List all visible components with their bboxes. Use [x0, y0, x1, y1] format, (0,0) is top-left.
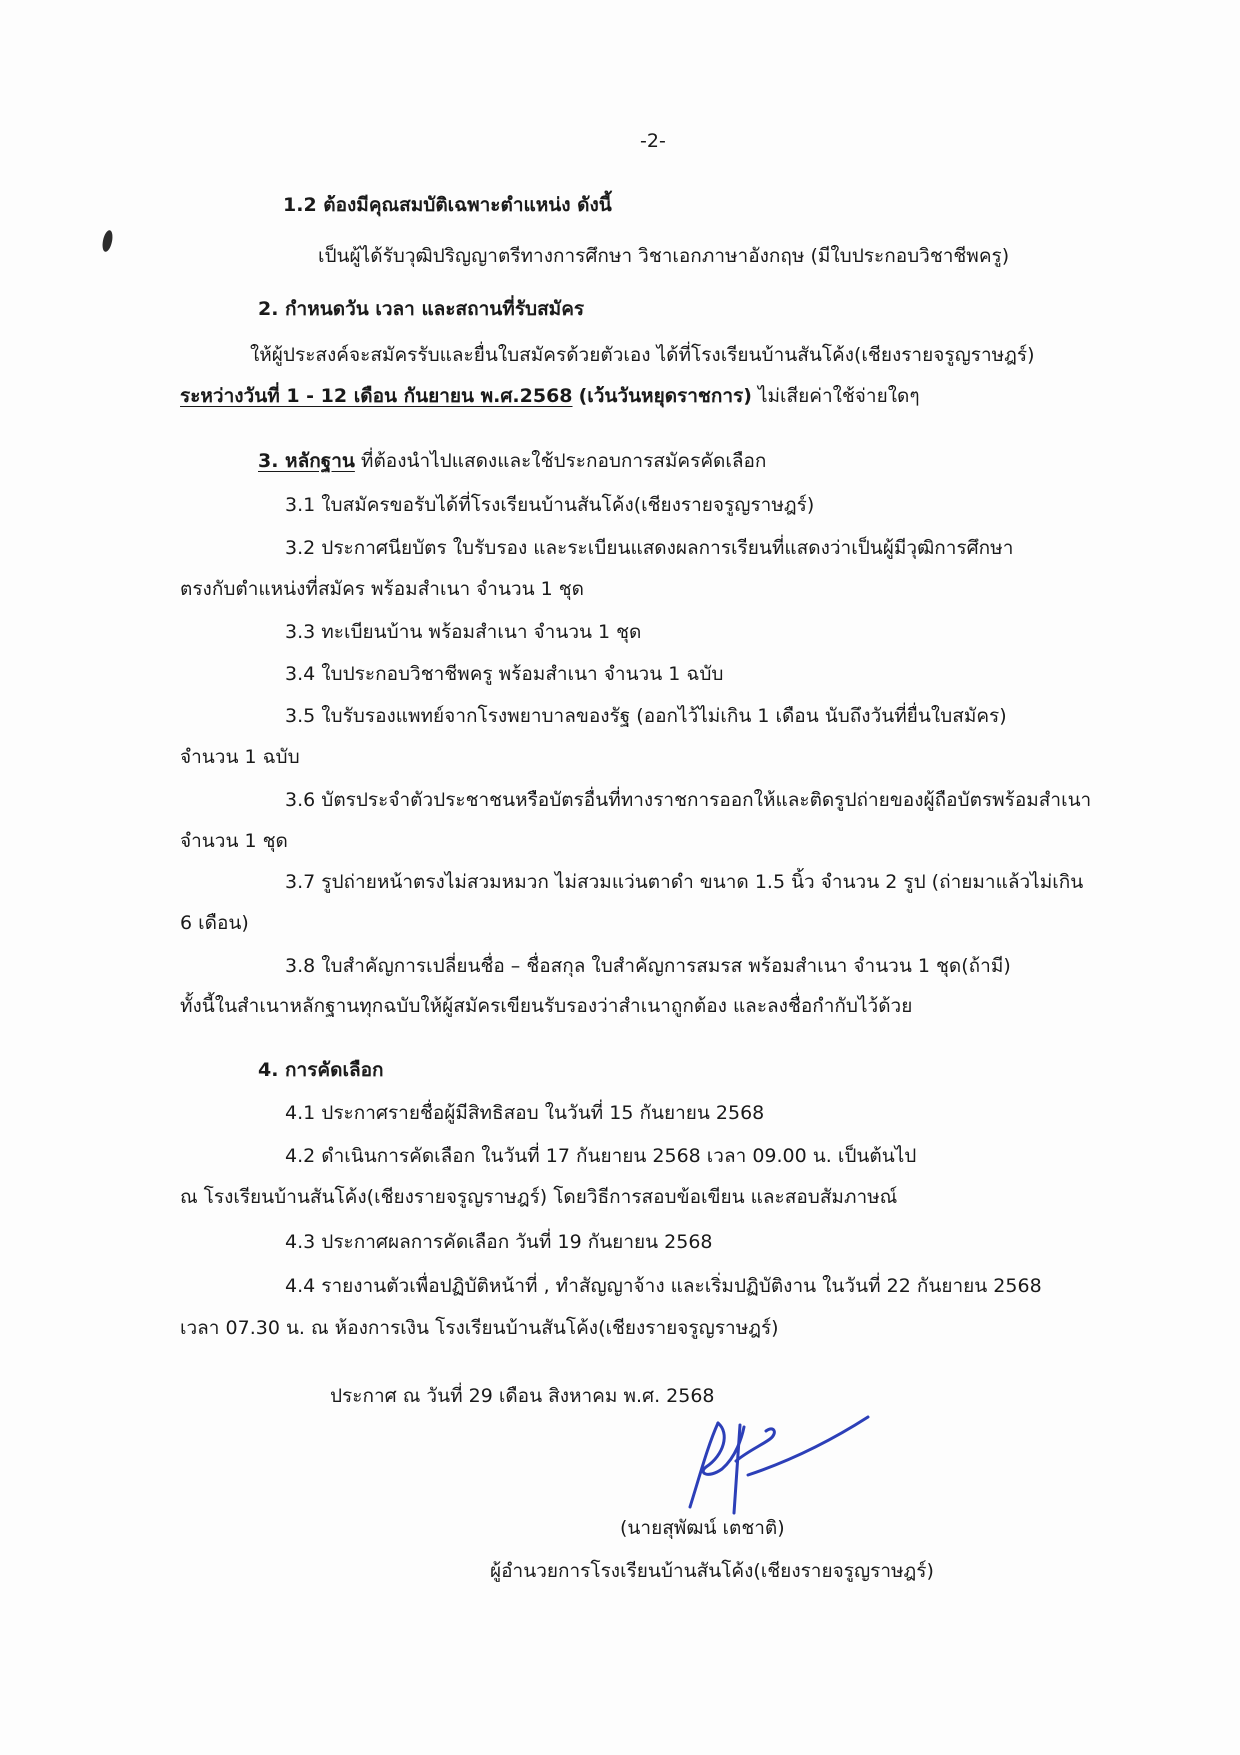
list-item: 4.3 ประกาศผลการคัดเลือก วันที่ 19 กันยายน 2568 [285, 1231, 713, 1253]
list-item: 3.3 ทะเบียนบ้าน พร้อมสำเนา จำนวน 1 ชุด [285, 621, 642, 643]
list-item: 3.5 ใบรับรองแพทย์จากโรงพยาบาลของรัฐ (ออกไว้ไม่เกิน 1 เดือน นับถึงวันที่ยื่นใบสมัคร) [285, 705, 1007, 727]
list-item: ทั้งนี้ในสำเนาหลักฐานทุกฉบับให้ผู้สมัครเขียนรับรองว่าสำเนาถูกต้อง และลงชื่อกำกับไว้ด้วย [180, 995, 913, 1017]
application-date-range: ระหว่างวันที่ 1 - 12 เดือน กันยายน พ.ศ.2568 [180, 385, 573, 407]
list-item: เวลา 07.30 น. ณ ห้องการเงิน โรงเรียนบ้านสันโค้ง(เชียงรายจรูญราษฎร์) [180, 1317, 779, 1339]
except-holidays: (เว้นวันหยุดราชการ) [578, 385, 752, 407]
page-number: -2- [640, 130, 666, 152]
list-item: 3.1 ใบสมัครขอรับได้ที่โรงเรียนบ้านสันโค้ง(เชียงรายจรูญราษฎร์) [285, 494, 815, 516]
section-3-heading-bold: 3. หลักฐาน [258, 450, 355, 472]
section-2-line2 [180, 383, 920, 409]
list-item: 4.4 รายงานตัวเพื่อปฏิบัติหน้าที่ , ทำสัญญาจ้าง และเริ่มปฏิบัติงาน ในวันที่ 22 กันยายน 2568 [285, 1275, 1042, 1297]
section-3-heading [258, 448, 766, 474]
list-item: 3.6 บัตรประจำตัวประชาชนหรือบัตรอื่นที่ทางราชการออกให้และติดรูปถ่ายของผู้ถือบัตรพร้อมสำเนา [285, 789, 1092, 811]
announcement-date: ประกาศ ณ วันที่ 29 เดือน สิงหาคม พ.ศ. 2568 [330, 1385, 715, 1407]
list-item: 6 เดือน) [180, 912, 249, 934]
signature-image [678, 1395, 878, 1515]
section-3-heading-rest: ที่ต้องนำไปแสดงและใช้ประกอบการสมัครคัดเลือก [360, 450, 767, 472]
list-item: จำนวน 1 ฉบับ [180, 746, 300, 768]
signer-title: ผู้อำนวยการโรงเรียนบ้านสันโค้ง(เชียงรายจรูญราษฎร์) [490, 1560, 934, 1582]
list-item: 4.2 ดำเนินการคัดเลือก ในวันที่ 17 กันยายน 2568 เวลา 09.00 น. เป็นต้นไป [285, 1145, 917, 1167]
list-item: 3.2 ประกาศนียบัตร ใบรับรอง และระเบียนแสดงผลการเรียนที่แสดงว่าเป็นผู้มีวุฒิการศึกษา [285, 537, 1014, 559]
section-1-2-body: เป็นผู้ได้รับวุฒิปริญญาตรีทางการศึกษา วิชาเอกภาษาอังกฤษ (มีใบประกอบวิชาชีพครู) [318, 245, 1010, 267]
section-2-line1: ให้ผู้ประสงค์จะสมัครรับและยื่นใบสมัครด้วยตัวเอง ได้ที่โรงเรียนบ้านสันโค้ง(เชียงรายจรูญราษฎร์) [250, 344, 1035, 366]
free-of-charge: ไม่เสียค่าใช้จ่ายใดๆ [757, 385, 920, 407]
list-item: ตรงกับตำแหน่งที่สมัคร พร้อมสำเนา จำนวน 1 ชุด [180, 578, 585, 600]
list-item: 3.8 ใบสำคัญการเปลี่ยนชื่อ – ชื่อสกุล ใบสำคัญการสมรส พร้อมสำเนา จำนวน 1 ชุด(ถ้ามี) [285, 955, 1011, 977]
list-item: 3.4 ใบประกอบวิชาชีพครู พร้อมสำเนา จำนวน 1 ฉบับ [285, 663, 724, 685]
list-item: 4.1 ประกาศรายชื่อผู้มีสิทธิสอบ ในวันที่ 15 กันยายน 2568 [285, 1102, 765, 1124]
list-item: จำนวน 1 ชุด [180, 830, 288, 852]
signer-name: (นายสุพัฒน์ เตชาติ) [620, 1517, 785, 1539]
section-4-heading: 4. การคัดเลือก [258, 1059, 384, 1081]
list-item: 3.7 รูปถ่ายหน้าตรงไม่สวมหมวก ไม่สวมแว่นตาดำ ขนาด 1.5 นิ้ว จำนวน 2 รูป (ถ่ายมาแล้วไม่เกิน [285, 871, 1084, 893]
list-item: ณ โรงเรียนบ้านสันโค้ง(เชียงรายจรูญราษฎร์) โดยวิธีการสอบข้อเขียน และสอบสัมภาษณ์ [180, 1186, 898, 1208]
section-1-2-heading: 1.2 ต้องมีคุณสมบัติเฉพาะตำแหน่ง ดังนี้ [283, 194, 612, 216]
section-2-heading: 2. กำหนดวัน เวลา และสถานที่รับสมัคร [258, 298, 585, 320]
scan-spot [101, 229, 114, 252]
